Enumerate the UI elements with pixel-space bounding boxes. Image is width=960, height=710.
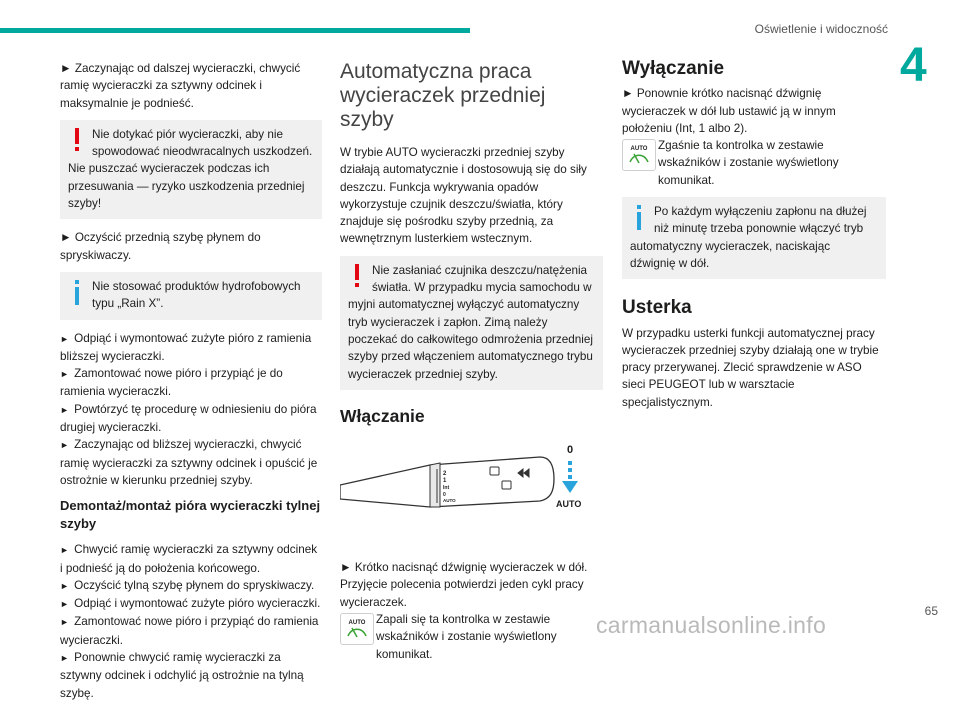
arrow-icon: ► (622, 87, 634, 101)
auto-wiper-warning-lamp-icon: AUTO (622, 139, 656, 171)
list-item: ► Odpiąć i wymontować zużyte pióro wycieraczki. (60, 597, 321, 611)
lamp-off-text: Zgaśnie ta kontrolka w zestawie wskaźników i zostanie wyświetlony komunikat. (658, 139, 839, 187)
info-text: Nie stosować produktów hydrofobowych typu „Rain X”. (92, 279, 301, 311)
lamp-on-text: Zapali się ta kontrolka w zestawie wskaźników i zostanie wyświetlony komunikat. (376, 613, 557, 661)
auto-label: AUTO (556, 499, 582, 510)
arrow-icon: ► (60, 653, 69, 664)
section-heading-switch-off: Wyłączanie (622, 58, 725, 79)
arrow-icon: ► (60, 440, 69, 451)
confirm-text: Przyjęcie polecenia potwierdzi jeden cykl pracy wycieraczek. (340, 578, 584, 609)
arrow-icon: ► (60, 580, 69, 591)
arrow-icon: ► (340, 561, 352, 575)
auto-wiper-warning-lamp-icon: AUTO (340, 613, 374, 645)
arrow-icon: ► (60, 404, 69, 415)
arrow-icon: ► (60, 231, 72, 245)
section-heading-fault: Usterka (622, 297, 692, 319)
arrow-icon: ► (60, 369, 69, 380)
chapter-number: 4 (900, 39, 927, 92)
step-clean-windscreen: ► Oczyścić przednią szybę płynem do spryskiwaczy. (60, 231, 261, 262)
arrow-icon: ► (60, 62, 72, 75)
info-text: Po każdym wyłączeniu zapłonu na dłużej niż minutę trzeba ponownie włączyć tryb automatyczny wycieraczek, naciskając dźwignię w dół. (630, 205, 867, 270)
list-item: ► Zamontować nowe pióro i przypiąć je do ramienia wycieraczki. (60, 367, 283, 399)
info-icon (68, 278, 86, 306)
mark-2: 2 (443, 471, 447, 478)
rear-wiper-heading: Demontaż/montaż pióra wycieraczki tylnej szyby (60, 498, 321, 532)
list-item: ► Powtórzyć tę procedurę w odniesieniu do pióra drugiej wycieraczki. (60, 402, 317, 435)
mark-0: 0 (443, 492, 446, 499)
info-box (60, 272, 322, 320)
column-2 (340, 60, 603, 671)
step-switch-off: ► Ponownie krótko nacisnąć dźwignię wycieraczek w dół lub ustawić ją w innym położeniu (Int, 1 albo 2). (622, 87, 836, 135)
header-accent-bar (0, 28, 470, 33)
wiper-stalk-diagram (340, 437, 603, 547)
mark-1: 1 (443, 478, 447, 485)
mark-int: Int (443, 485, 450, 492)
arrow-icon: ► (60, 599, 69, 610)
arrow-icon: ► (60, 333, 69, 344)
press-arrow-head (562, 481, 578, 493)
warning-text: Nie zasłaniać czujnika deszczu/natężenia światła. W przypadku mycia samochodu w myjni automatycznej wyłączyć automatyczny tryb wycieraczek i zapłon. Zimą należy poczekać do całkowitego odmrożenia przedniej szyby przed włączeniem automatycznego trybu wycieraczek przedniej szyby. (348, 263, 593, 381)
zero-label: 0 (567, 444, 574, 457)
list-item: ► Odpiąć i wymontować zużyte pióro z ramienia bliższej wycieraczki. (60, 331, 312, 363)
step-press-down: ► Krótko nacisnąć dźwignię wycieraczek w dół. (340, 561, 588, 575)
column-1 (60, 60, 322, 710)
arrow-icon: ► (60, 617, 69, 628)
steps-rear-wiper (60, 541, 322, 702)
auto-lamp-on-row (340, 611, 603, 663)
section-title-auto-wipers: Automatyczna praca wycieraczek przedniej szyby (340, 60, 546, 131)
warning-icon (348, 262, 366, 290)
step-lift-wiper: ► Zaczynając od dalszej wycieraczki, chwycić ramię wycieraczki za sztywny odcinek i maksymalnie je podnieść. (60, 62, 301, 110)
list-item: ► Chwycić ramię wycieraczki za sztywny odcinek i podnieść ją do położenia końcowego. (60, 543, 318, 575)
warning-box (60, 120, 322, 219)
list-item: ► Zaczynając od bliższej wycieraczki, chwycić ramię wycieraczki za sztywny odcinek i opuścić je ostrożnie w kierunku przedniej szyby. (60, 438, 318, 487)
page-header-title: Oświetlenie i widoczność (754, 22, 888, 36)
list-item: ► Ponownie chwycić ramię wycieraczki za sztywny odcinek i odchylić ją ostrożnie na tylną szybę. (60, 651, 304, 700)
steps-front-wiper (60, 330, 322, 490)
stalk-collar (430, 463, 440, 507)
warning-icon (68, 126, 86, 154)
intro-text: W trybie AUTO wycieraczki przedniej szyby działają automatycznie i dostosowują się do siły deszczu. Funkcja wykrywania opadów wykorzystuje czujnik deszczu/światła, który znajduje się pośrodku szyby przednią, za wewnętrznym lusterkiem wstecznym. (340, 146, 587, 246)
section-heading-switch-on: Włączanie (340, 405, 425, 426)
watermark: carmanualsonline.info (596, 612, 827, 638)
auto-lamp-off-row (622, 137, 886, 189)
info-box (622, 197, 886, 279)
column-3 (622, 60, 886, 419)
list-item: ► Zamontować nowe pióro i przypiąć do ramienia wycieraczki. (60, 615, 319, 647)
arrow-icon: ► (60, 545, 69, 556)
mark-auto: AUTO (443, 498, 456, 504)
warning-box (340, 256, 603, 390)
fault-text: W przypadku usterki funkcji automatycznej pracy wycieraczek przedniej szyby działają one w trybie pracy przerywanej. Zlecić sprawdzenie w ASO sieci PEUGEOT lub w warsztacie specjalistycznym. (622, 326, 879, 409)
list-item: ► Oczyścić tylną szybę płynem do spryskiwaczy. (60, 578, 315, 592)
info-icon (630, 203, 648, 231)
page-number: 65 (924, 604, 938, 618)
warning-text: Nie dotykać piór wycieraczki, aby nie spowodować nieodwracalnych uszkodzeń. Nie puszczać wycieraczek podczas ich przesuwania — ryzyko uszkodzenia przedniej szyby! (68, 127, 313, 211)
